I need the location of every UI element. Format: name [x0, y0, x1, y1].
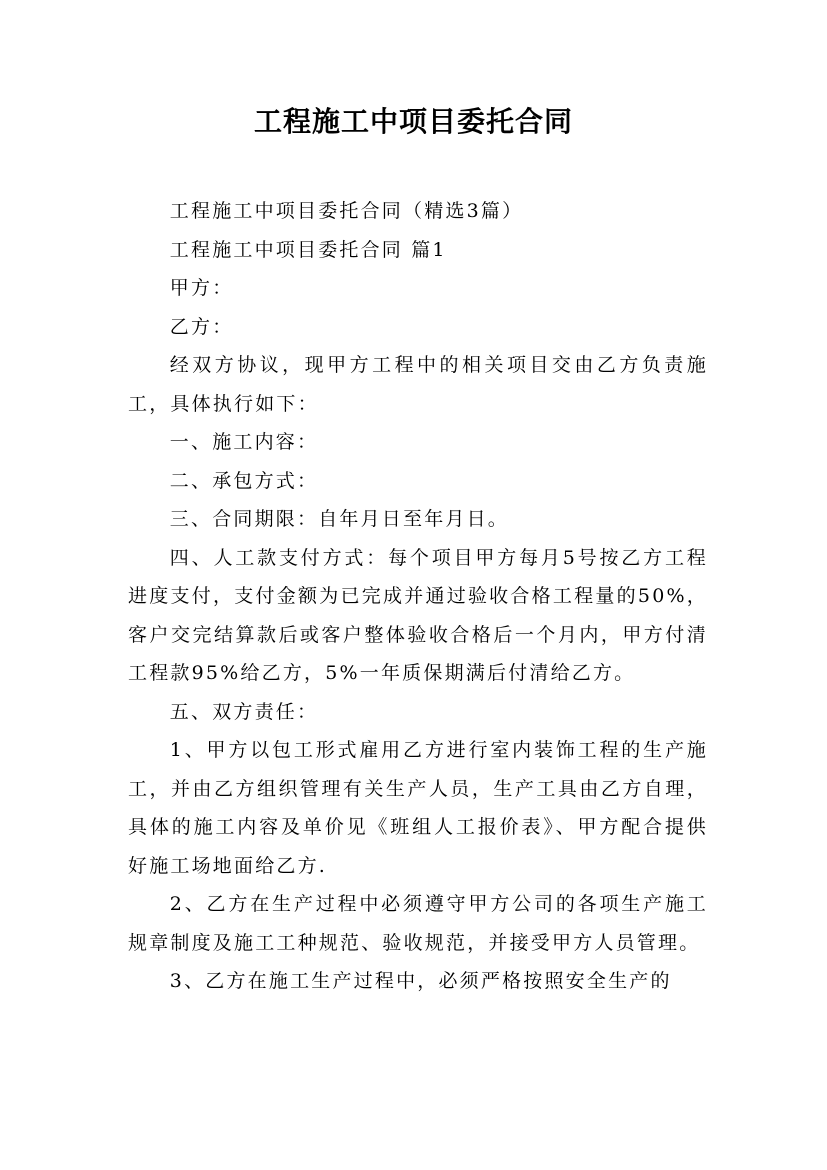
paragraph-contract-method: 二、承包方式： — [169, 469, 319, 492]
paragraph-responsibilities-heading: 五、双方责任： — [169, 700, 319, 723]
document-title: 工程施工中项目委托合同 — [253, 105, 573, 138]
paragraph-responsibility-2: 2、乙方在生产过程中必须遵守甲方公司的各项生产施工规章制度及施工工种规范、验收规范，并接受甲方人员管理。 — [128, 893, 708, 954]
paragraph-party-a: 甲方： — [169, 277, 234, 299]
paragraph-contract-term: 三、合同期限：自年月日至年月日。 — [169, 508, 509, 530]
paragraph-section-heading: 工程施工中项目委托合同 篇1 — [169, 238, 447, 261]
paragraph-responsibility-1: 1、甲方以包工形式雇用乙方进行室内装饰工程的生产施工，并由乙方组织管理有关生产人员，生产工具由乙方自理，具体的施工内容及单价见《班组人工报价表》、甲方配合提供好施工场地面给乙方. — [128, 739, 708, 877]
paragraph-agreement-intro: 经双方协议，现甲方工程中的相关项目交由乙方负责施工，具体执行如下： — [128, 354, 708, 415]
paragraph-party-b: 乙方： — [169, 315, 234, 338]
paragraph-subtitle: 工程施工中项目委托合同（精选3篇） — [169, 200, 524, 222]
document-body — [128, 192, 708, 1001]
paragraph-payment-method: 四、人工款支付方式：每个项目甲方每月5号按乙方工程进度支付，支付金额为已完成并通过验收合格工程量的50%，客户交完结算款后或客户整体验收合格后一个月内，甲方付清工程款95%给乙方，5%一年质保期满后付清给乙方。 — [128, 546, 708, 684]
paragraph-construction-content: 一、施工内容： — [169, 431, 319, 453]
paragraph-responsibility-3: 3、乙方在施工生产过程中，必须严格按照安全生产的 — [169, 970, 672, 992]
